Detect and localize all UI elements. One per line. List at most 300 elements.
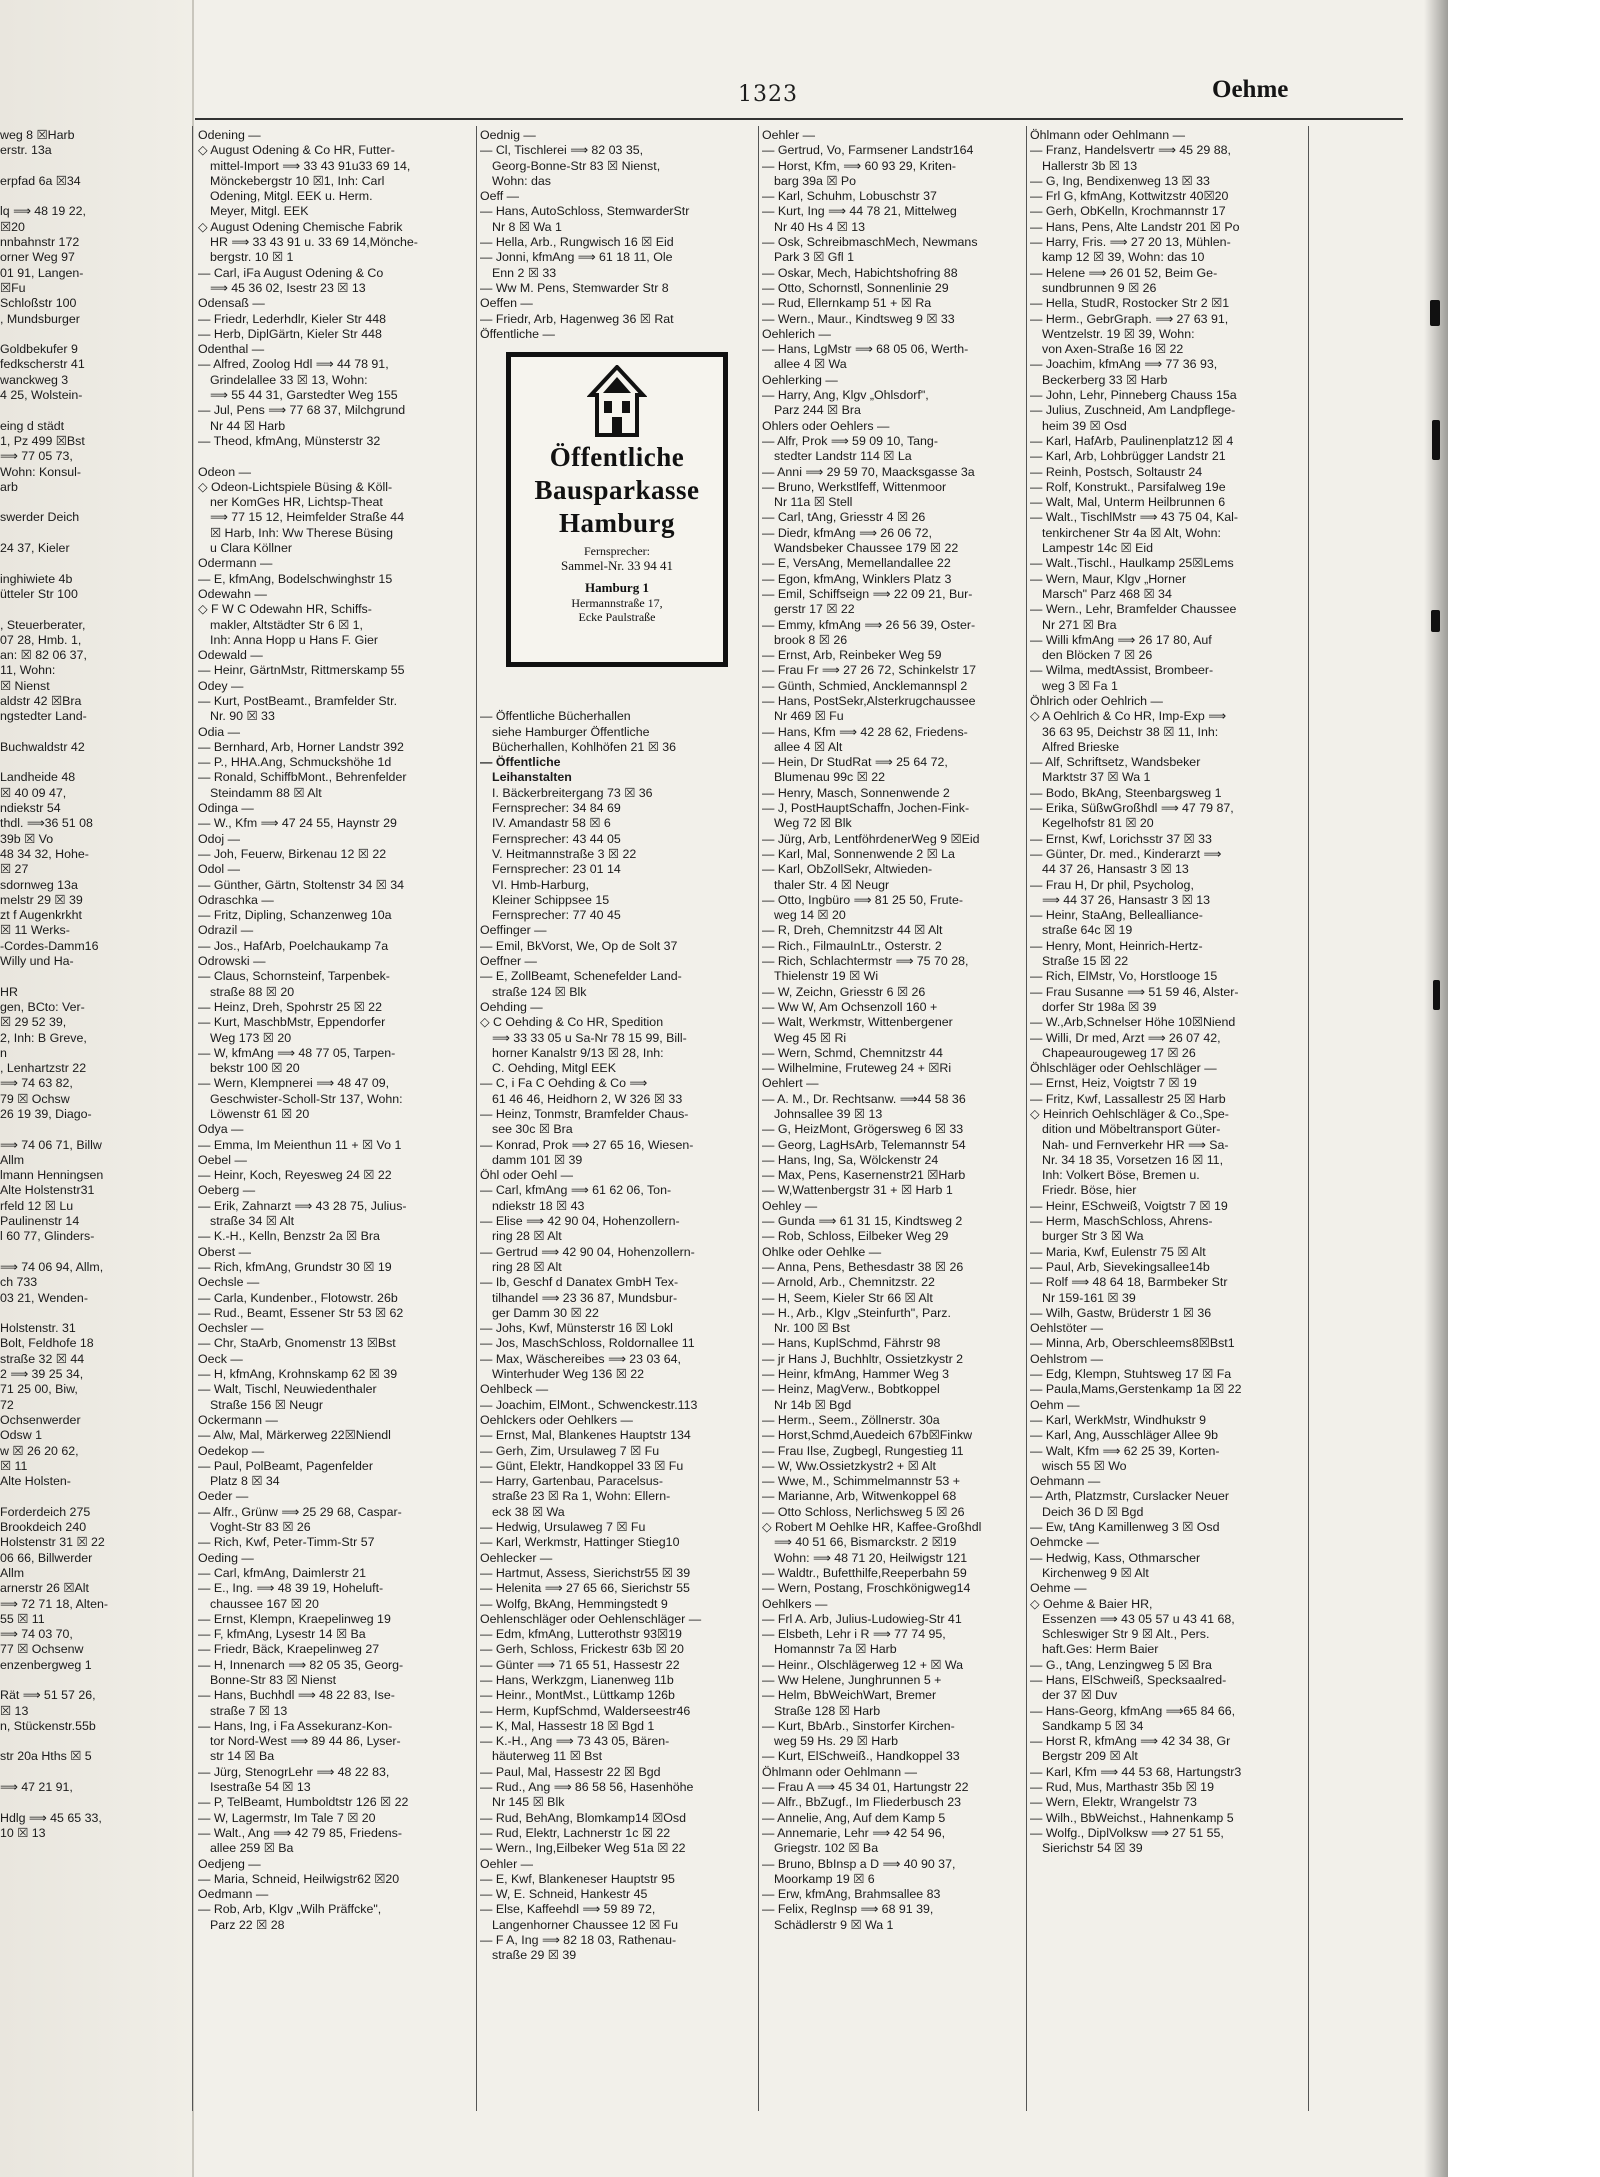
directory-entry-line: Oehlckers oder Oehlkers —	[480, 1412, 633, 1427]
directory-entry-line: Oehlstrom —	[1030, 1351, 1103, 1366]
directory-entry-line: — W, kfmAng ⟹ 48 77 05, Tarpen-	[198, 1045, 396, 1060]
directory-entry-line: Nr 11a ☒ Stell	[774, 495, 853, 510]
directory-entry-line: — Kurt, PostBeamt., Bramfelder Str.	[198, 693, 398, 708]
directory-entry-line	[0, 327, 186, 342]
directory-entry-line: ndiekstr 54	[0, 801, 61, 816]
directory-entry-line: ⟹ 47 21 91,	[0, 1780, 73, 1795]
scan-artifact	[1430, 300, 1440, 326]
directory-entry-line: — Willi kfmAng ⟹ 26 17 80, Auf	[1030, 632, 1212, 647]
directory-entry-line: — Helenita ⟹ 27 65 66, Sierichstr 55	[480, 1581, 690, 1596]
directory-entry-line	[0, 526, 186, 541]
directory-entry-line: Bonne-Str 83 ☒ Nienst	[210, 1672, 337, 1687]
directory-entry-line: straße 7 ☒ 13	[210, 1703, 288, 1718]
directory-entry-line: erpfad 6a ☒34	[0, 173, 81, 188]
page-edge-shadow	[1424, 0, 1448, 2177]
directory-entry-line: Wohn: das	[492, 173, 552, 188]
directory-entry-line: ☒20	[0, 219, 25, 234]
directory-entry-line: — Edg, Klempn, Stuhtsweg 17 ☒ Fa	[1030, 1367, 1232, 1382]
directory-entry-line: Forderdeich 275	[0, 1504, 91, 1519]
directory-entry-line: V. Heitmannstraße 3 ☒ 22	[492, 846, 637, 861]
directory-entry-line: — Frau Ilse, Zugbegl, Rungestieg 11	[762, 1443, 964, 1458]
directory-entry-line: — Fritz, Kwf, Lassallestr 25 ☒ Harb	[1030, 1091, 1226, 1106]
directory-entry-line: — Hella, Arb., Rungwisch 16 ☒ Eid	[480, 235, 674, 250]
directory-entry-line: swerder Deich	[0, 510, 80, 525]
directory-entry-line: — W, Lagermstr, Im Tale 7 ☒ 20	[198, 1810, 376, 1825]
directory-entry-line: Löwenstr 61 ☒ 20	[210, 1107, 310, 1121]
directory-entry-line: ☒ 13	[0, 1703, 29, 1718]
directory-entry-line: Oberst —	[198, 1244, 252, 1259]
directory-entry-line: Essenzen ⟹ 43 05 57 u 43 41 68,	[1042, 1611, 1235, 1626]
column-divider	[1026, 126, 1027, 2111]
directory-entry-line: — G, Ing, Bendixenweg 13 ☒ 33	[1030, 173, 1210, 188]
directory-entry-line: Sierichstr 54 ☒ 39	[1042, 1841, 1143, 1856]
directory-entry-line: — H., Arb., Klgv „Steinfurth", Parz.	[762, 1305, 951, 1320]
directory-entry-line: Oeffner —	[480, 954, 537, 969]
directory-entry-line: — Hans, ElSchweiß, Specksaalred-	[1030, 1672, 1227, 1687]
directory-entry-line: — Otto, Ingbüro ⟹ 81 25 50, Frute-	[762, 892, 963, 907]
directory-entry-line: — Horst R, kfmAng ⟹ 42 34 38, Gr	[1030, 1734, 1231, 1749]
directory-entry-line: Geschwister-Scholl-Str 137, Wohn:	[210, 1091, 403, 1106]
directory-entry-line: — Bodo, BkAng, Steenbargsweg 1	[1030, 785, 1222, 800]
directory-entry-line: — Hans, Pens, Alte Landstr 201 ☒ Po	[1030, 219, 1240, 234]
directory-entry-line: arnerstr 26 ☒Alt	[0, 1581, 89, 1596]
directory-entry-line: Chapeaurougeweg 17 ☒ 26	[1042, 1045, 1196, 1060]
directory-entry-line: — Günt, Elektr, Handkoppel 33 ☒ Fu	[480, 1458, 684, 1473]
directory-entry-line: Schleswiger Str 9 ☒ Alt., Pers.	[1042, 1627, 1210, 1642]
directory-entry-line	[0, 1795, 186, 1810]
directory-entry-line: — Walt, Kfm ⟹ 62 25 39, Korten-	[1030, 1443, 1220, 1458]
directory-entry-line: 4 25, Wolstein-	[0, 388, 83, 403]
directory-entry-line: Oechsler —	[198, 1321, 264, 1336]
directory-entry-line: Alte Holstenstr31	[0, 1183, 95, 1198]
directory-entry-line: — Henry, Masch, Sonnenwende 2	[762, 785, 950, 800]
directory-entry-line: — Otto, Schornstl, Sonnenlinie 29	[762, 280, 949, 295]
directory-entry-line: — Wwe, M., Schimmelmannstr 53 +	[762, 1474, 960, 1489]
directory-entry-line: — Waldtr., Bufetthilfe,Reeperbahn 59	[762, 1565, 967, 1580]
directory-entry-line: — Ernst, Kwf, Lorichsstr 37 ☒ 33	[1030, 831, 1212, 846]
directory-entry-line: — Wilma, medtAssist, Brombeer-	[1030, 663, 1214, 678]
directory-entry-line: — Ernst, Arb, Reinbeker Weg 59	[762, 648, 942, 663]
directory-entry-line: Fernsprecher: 43 44 05	[492, 831, 621, 846]
directory-entry-line: — P, TelBeamt, Humboldtstr 126 ☒ 22	[198, 1795, 409, 1810]
directory-entry-line: Meyer, Mitgl. EEK	[210, 204, 309, 219]
directory-entry-line: ngstedter Land-	[0, 709, 87, 724]
directory-entry-line: — Gertrud, Vo, Farmsener Landstr164	[762, 143, 974, 158]
directory-entry-line: — Karl, WerkMstr, Windhukstr 9	[1030, 1412, 1207, 1427]
directory-entry-line: see 30c ☒ Bra	[492, 1122, 573, 1137]
directory-entry-line: — H, Innenarch ⟹ 82 05 35, Georg-	[198, 1657, 404, 1672]
directory-entry-line: — Öffentliche	[480, 755, 561, 770]
directory-entry-line: straße 88 ☒ 20	[210, 984, 295, 999]
directory-entry-line: — Heinr., MontMst., Lüttkamp 126b	[480, 1688, 675, 1703]
directory-entry-line: — Diedr, kfmAng ⟹ 26 06 72,	[762, 525, 932, 540]
directory-entry-line: Öffentliche —	[480, 326, 555, 341]
directory-entry-line: — Wern, Postang, Froschkönigweg14	[762, 1581, 971, 1596]
directory-entry-line: der 37 ☒ Duv	[1042, 1688, 1118, 1703]
directory-entry-line: 01 91, Langen-	[0, 265, 84, 280]
directory-entry-line: Brookdeich 240	[0, 1520, 87, 1535]
directory-entry-line: Odol —	[198, 862, 241, 877]
directory-entry-line: — Johs, Kwf, Münsterstr 16 ☒ Lokl	[480, 1321, 673, 1336]
directory-entry-line: — Rich, kfmAng, Grundstr 30 ☒ 19	[198, 1259, 392, 1274]
directory-entry-line: ◇ C Oehding & Co HR, Spedition	[480, 1015, 664, 1030]
directory-entry-line: sdornweg 13a	[0, 877, 78, 892]
directory-entry-line: — Frau H, Dr phil, Psycholog,	[1030, 877, 1194, 892]
directory-entry-line: — Karl, HafArb, Paulinenplatz12 ☒ 4	[1030, 433, 1234, 448]
directory-entry-line: Willy und Ha-	[0, 954, 74, 969]
directory-entry-line: — Alf, Schriftsetz, Wandsbeker	[1030, 755, 1201, 770]
directory-entry-line: — Hans, Kfm ⟹ 42 28 62, Friedens-	[762, 724, 968, 739]
directory-entry-line: straße 32 ☒ 44	[0, 1351, 85, 1366]
directory-entry-line: Oedjeng —	[198, 1856, 261, 1871]
directory-entry-line: — Max, Wäschereibes ⟹ 23 03 64,	[480, 1351, 681, 1366]
directory-entry-line: Parz 22 ☒ 28	[210, 1917, 285, 1932]
directory-entry-line: — Wern, Elektr, Wrangelstr 73	[1030, 1795, 1197, 1810]
directory-entry-line: — Ernst, Heiz, Voigtstr 7 ☒ 19	[1030, 1076, 1197, 1091]
directory-entry-line: ◇ Heinrich Oehlschläger & Co.,Spe-	[1030, 1107, 1229, 1121]
directory-entry-line: Oehlecker —	[480, 1550, 553, 1565]
directory-entry-line: tenkirchener Str 4a ☒ Alt, Wohn:	[1042, 525, 1221, 540]
directory-entry-line: — Rich., FilmauInLtr., Osterstr. 2	[762, 938, 942, 953]
directory-entry-line: sundbrunnen 9 ☒ 26	[1042, 280, 1157, 295]
directory-entry-line: — Heinr, Koch, Reyesweg 24 ☒ 22	[198, 1168, 392, 1183]
directory-entry-line: Odsw 1	[0, 1428, 43, 1443]
directory-entry-line: -Cordes-Damm16	[0, 938, 99, 953]
directory-entry-line: weg 14 ☒ 20	[774, 908, 846, 923]
directory-entry-line: — Wilhelmine, Fruteweg 24 + ☒Ri	[762, 1061, 952, 1076]
directory-entry-line: 72	[0, 1397, 14, 1412]
column-divider	[1308, 126, 1309, 2111]
directory-entry-line: Odoj —	[198, 831, 241, 846]
directory-entry-line: Oehmcke —	[1030, 1535, 1099, 1550]
directory-entry-line: — Bruno, BbInsp a D ⟹ 40 90 37,	[762, 1856, 956, 1871]
directory-entry-line: Odey —	[198, 678, 244, 693]
directory-entry-line: ring 28 ☒ Alt	[492, 1229, 562, 1244]
directory-entry-line: Oechsle —	[198, 1275, 260, 1290]
directory-entry-line: Wentzelstr. 19 ☒ 39, Wohn:	[1042, 326, 1195, 341]
directory-entry-line: — Julius, Zuschneid, Am Landpflege-	[1030, 403, 1236, 418]
directory-entry-line: — Walt, Werkmstr, Wittenbergener	[762, 1015, 953, 1030]
directory-entry-line: barg 39a ☒ Po	[774, 173, 857, 188]
directory-entry-line: Kegelhofstr 81 ☒ 20	[1042, 816, 1154, 831]
directory-entry-line: fedkscherstr 41	[0, 357, 85, 372]
directory-entry-line: — Heinr, kfmAng, Hammer Weg 3	[762, 1367, 950, 1382]
directory-entry-line: Schädlerstr 9 ☒ Wa 1	[774, 1917, 894, 1932]
directory-entry-line: — Rud, Ellernkamp 51 + ☒ Ra	[762, 296, 932, 311]
directory-entry-line: mittel-Import ⟹ 33 43 91u33 69 14,	[210, 158, 411, 173]
directory-entry-line: — Frau Fr ⟹ 27 26 72, Schinkelstr 17	[762, 663, 977, 678]
directory-entry-line: — Harry, Fris. ⟹ 27 20 13, Mühlen-	[1030, 235, 1231, 250]
directory-entry-line: Weg 173 ☒ 20	[210, 1030, 292, 1045]
directory-entry-line: Odrazil —	[198, 923, 254, 938]
directory-entry-line: — W, Zeichn, Griesstr 6 ☒ 26	[762, 984, 926, 999]
directory-entry-line: C. Oehding, Mitgl EEK	[492, 1061, 616, 1076]
directory-entry-line: straße 124 ☒ Blk	[492, 984, 587, 999]
directory-entry-line: Holstenstr 31 ☒ 22	[0, 1535, 105, 1550]
directory-entry-line: Homannstr 7a ☒ Harb	[774, 1642, 897, 1657]
directory-entry-line: — Rud, Mus, Marthastr 35b ☒ 19	[1030, 1780, 1214, 1795]
directory-entry-line: — Hans, Ing, Sa, Wölckenstr 24	[762, 1152, 939, 1167]
directory-entry-line: — Wern, Schmd, Chemnitzstr 44	[762, 1045, 943, 1060]
directory-entry-line	[0, 755, 186, 770]
directory-entry-line: erstr. 13a	[0, 143, 52, 158]
directory-entry-line: burger Str 3 ☒ Wa	[1042, 1229, 1144, 1244]
directory-entry-line: — Kurt, BbArb., Sinstorfer Kirchen-	[762, 1718, 955, 1733]
directory-entry-line: an: ☒ 82 06 37,	[0, 648, 87, 663]
directory-entry-line: tilhandel ⟹ 23 36 87, Mundsbur-	[492, 1290, 678, 1305]
directory-entry-line: Straße 128 ☒ Harb	[774, 1703, 881, 1718]
directory-entry-line: Alfred Brieske	[1042, 739, 1120, 754]
directory-entry-line: n	[0, 1045, 7, 1060]
directory-entry-line: ☒ 40 09 47,	[0, 785, 67, 800]
directory-entry-line: Landheide 48	[0, 770, 76, 785]
directory-entry-line: — Gerh, Schloss, Frickestr 63b ☒ 20	[480, 1642, 684, 1657]
directory-entry-line: Marktstr 37 ☒ Wa 1	[1042, 770, 1151, 785]
directory-entry-line: — W., Kfm ⟹ 47 24 55, Haynstr 29	[198, 816, 397, 831]
directory-entry-line: — Hedwig, Kass, Othmarscher	[1030, 1550, 1201, 1565]
directory-entry-line: Nr 8 ☒ Wa 1	[492, 219, 562, 234]
directory-entry-line: — Wern, Maur, Klgv „Horner	[1030, 571, 1187, 586]
directory-entry-line: ◇ Oehme & Baier HR,	[1030, 1596, 1153, 1611]
directory-entry-line: ⟹ 33 33 05 u Sa-Nr 78 15 99, Bill-	[492, 1030, 687, 1045]
directory-entry-line: Odewahn —	[198, 586, 267, 601]
directory-entry-line: — Georg, LagHsArb, Telemannstr 54	[762, 1137, 966, 1152]
directory-entry-line: VI. Hmb-Harburg,	[492, 877, 590, 892]
directory-entry-line	[0, 1673, 186, 1688]
directory-entry-line: — Max, Pens, Kasernenstr21 ☒Harb	[762, 1168, 966, 1183]
directory-entry-line: l 60 77, Glinders-	[0, 1229, 95, 1244]
directory-entry-line: — Frau A ⟹ 45 34 01, Hartungstr 22	[762, 1780, 969, 1795]
directory-entry-line: — A. M., Dr. Rechtsanw. ⟹44 58 36	[762, 1091, 966, 1106]
directory-entry-line: 44 37 26, Hansastr 3 ☒ 13	[1042, 862, 1189, 877]
directory-entry-line: Rät ⟹ 51 57 26,	[0, 1688, 96, 1703]
directory-entry-line: ☒Fu	[0, 280, 26, 295]
directory-entry-line: — E, VersAng, Memellandallee 22	[762, 556, 951, 571]
directory-entry-line: — Konrad, Prok ⟹ 27 65 16, Wiesen-	[480, 1137, 694, 1152]
directory-entry-line: 06 66, Billwerder	[0, 1550, 93, 1565]
directory-entry-line: — Paul, Arb, Sievekingsallee14b	[1030, 1259, 1210, 1274]
directory-entry-line: straße 34 ☒ Alt	[210, 1214, 295, 1229]
directory-entry-line: 61 46 46, Heidhorn 2, W 326 ☒ 33	[492, 1091, 683, 1106]
directory-entry-line: brook 8 ☒ 26	[774, 632, 848, 647]
directory-column-1	[198, 128, 474, 2108]
directory-entry-line: bekstr 100 ☒ 20	[210, 1061, 300, 1076]
ad-title-line-2: Bausparkasse	[534, 475, 700, 505]
directory-entry-line: — Erika, SüßwGroßhdl ⟹ 47 79 87,	[1030, 801, 1234, 816]
directory-entry-line: Oehme —	[1030, 1581, 1087, 1596]
directory-entry-line: gen, BCto: Ver-	[0, 999, 85, 1014]
directory-entry-line	[0, 159, 186, 174]
directory-entry-line: Allm	[0, 1565, 25, 1580]
directory-entry-line: — Erw, kfmAng, Brahmsallee 83	[762, 1887, 941, 1902]
directory-entry-line: — Friedr, Lederhdlr, Kieler Str 448	[198, 311, 387, 326]
directory-entry-line: — Öffentliche Bücherhallen	[480, 709, 631, 724]
directory-entry-line: Odia —	[198, 724, 241, 739]
directory-entry-line: Oednig —	[480, 128, 536, 142]
directory-entry-line: — jr Hans J, Buchhltr, Ossietzkystr 2	[762, 1351, 964, 1366]
directory-entry-line: Odening, Mitgl. EEK u. Herm.	[210, 189, 373, 204]
directory-entry-line: — Walt, Mal, Unterm Heilbrunnen 6	[1030, 495, 1226, 510]
directory-entry-line: damm 101 ☒ 39	[492, 1152, 583, 1167]
directory-entry-line: — Karl, Werkmstr, Hattinger Stieg10	[480, 1535, 680, 1550]
directory-entry-line: allee 4 ☒ Wa	[774, 357, 847, 372]
directory-entry-line: — Heinz, Tonmstr, Bramfelder Chaus-	[480, 1107, 689, 1121]
directory-entry-line: nnbahnstr 172	[0, 235, 80, 250]
directory-entry-line: 2, Inh: B Greve,	[0, 1030, 87, 1045]
directory-entry-line: — Ew, tAng Kamillenweg 3 ☒ Osd	[1030, 1520, 1220, 1535]
directory-entry-line: — Hans-Georg, kfmAng ⟹65 84 66,	[1030, 1703, 1236, 1718]
directory-entry-line: weg 59 Hs. 29 ☒ Harb	[774, 1734, 899, 1749]
directory-entry-line: Odraschka —	[198, 892, 274, 907]
directory-entry-line: — Joachim, ElMont., Schwenckestr.113	[480, 1397, 698, 1412]
scan-artifact	[1433, 980, 1440, 1010]
directory-entry-line: weg 8 ☒Harb	[0, 128, 75, 142]
house-logo-icon	[587, 365, 647, 439]
directory-entry-line: Weg 45 ☒ Ri	[774, 1030, 847, 1045]
directory-entry-line: — Chr, StaArb, Gnomenstr 13 ☒Bst	[198, 1336, 396, 1351]
directory-entry-line: ☒ Harb, Inh: Ww Therese Büsing	[210, 525, 394, 540]
directory-entry-line: — Wilh., BbWeichst., Hahnenkamp 5	[1030, 1810, 1234, 1825]
directory-entry-line: — Fritz, Dipling, Schanzenweg 10a	[198, 908, 392, 923]
directory-entry-line: — Alfr., BbZugf., Im Fliederbusch 23	[762, 1795, 962, 1810]
directory-entry-line: ch 733	[0, 1275, 38, 1290]
directory-entry-line: Hallerstr 3b ☒ 13	[1042, 158, 1138, 173]
directory-entry-line: ⟹ 72 71 18, Alten-	[0, 1596, 109, 1611]
directory-entry-line: — Kurt, MaschbMstr, Eppendorfer	[198, 1015, 386, 1030]
directory-entry-line: — Wern., Maur., Kindtsweg 9 ☒ 33	[762, 311, 955, 326]
directory-column-3	[762, 128, 1024, 2108]
directory-entry-line: — Ib, Geschf d Danatex GmbH Tex-	[480, 1275, 679, 1290]
directory-entry-line: — Joachim, kfmAng ⟹ 77 36 93,	[1030, 357, 1218, 372]
directory-entry-line: Oeding —	[198, 1550, 254, 1565]
directory-entry-line: Oehler —	[480, 1856, 534, 1871]
directory-entry-line: — Karl, Mal, Sonnenwende 2 ☒ La	[762, 846, 955, 861]
directory-entry-line: — Hartmut, Assess, Sierichstr55 ☒ 39	[480, 1565, 691, 1580]
directory-entry-line: — Rich, Schlachtermstr ⟹ 75 70 28,	[762, 954, 969, 969]
directory-entry-line: — Hans, Buchhdl ⟹ 48 22 83, Ise-	[198, 1688, 395, 1703]
directory-entry-line: Thielenstr 19 ☒ Wi	[774, 969, 879, 984]
directory-entry-line: — Emma, Im Meienthun 11 + ☒ Vo 1	[198, 1137, 402, 1152]
directory-entry-line: tor Nord-West ⟹ 89 44 86, Lyser-	[210, 1734, 401, 1749]
directory-entry-line: — Alfred, Zoolog Hdl ⟹ 44 78 91,	[198, 357, 389, 372]
directory-entry-line: Oedmann —	[198, 1887, 269, 1902]
directory-entry-line: ⟹ 74 06 71, Billw	[0, 1137, 102, 1152]
directory-entry-line: ☒ 29 52 39,	[0, 1015, 67, 1030]
directory-entry-line: — Herm, KupfSchmd, Walderseestr46	[480, 1703, 691, 1718]
directory-entry-line: — Otto Schloss, Nerlichsweg 5 ☒ 26	[762, 1504, 965, 1519]
directory-entry-line: — Cl, Tischlerei ⟹ 82 03 35,	[480, 143, 644, 158]
directory-entry-line: ⟹ 45 36 02, Isestr 23 ☒ 13	[210, 280, 366, 295]
directory-entry-line: — Jos., HafArb, Poelchaukamp 7a	[198, 938, 389, 953]
directory-entry-line: ◇ A Oehlrich & Co HR, Imp-Exp ⟹	[1030, 709, 1226, 724]
directory-entry-line: — Alw, Mal, Märkerweg 22☒Niendl	[198, 1428, 391, 1443]
directory-entry-line	[480, 694, 756, 709]
ad-phone-number: Sammel-Nr. 33 94 41	[561, 558, 673, 573]
directory-entry-line: — E, kfmAng, Bodelschwinghstr 15	[198, 571, 393, 586]
directory-entry-line: — Rud., Ang ⟹ 86 58 56, Hasenhöhe	[480, 1780, 694, 1795]
directory-entry-line: — Günther, Gärtn, Stoltenstr 34 ☒ 34	[198, 877, 405, 892]
directory-entry-line: — Gerh, Zim, Ursulaweg 7 ☒ Fu	[480, 1443, 660, 1458]
directory-entry-line: Fernsprecher: 34 84 69	[492, 801, 621, 816]
directory-entry-line: — Minna, Arb, Oberschleems8☒Bst1	[1030, 1336, 1235, 1351]
directory-entry-line: — Jürg, StenogrLehr ⟹ 48 22 83,	[198, 1764, 390, 1779]
directory-entry-line: Georg-Bonne-Str 83 ☒ Nienst,	[492, 158, 661, 173]
directory-entry-line: — Arnold, Arb., Chemnitzstr. 22	[762, 1275, 935, 1290]
directory-entry-line: — Kurt, Ing ⟹ 44 78 21, Mittelweg	[762, 204, 957, 219]
ad-title-line-1: Öffentliche	[549, 442, 685, 472]
directory-entry-line: heim 39 ☒ Osd	[1042, 418, 1127, 433]
directory-entry-line: — Heinr, GärtnMstr, Rittmerskamp 55	[198, 663, 405, 678]
directory-entry-line: Wohn: Konsul-	[0, 464, 82, 479]
directory-entry-line: Nr. 100 ☒ Bst	[774, 1321, 850, 1336]
directory-entry-line: Oehlerking —	[762, 372, 838, 387]
directory-entry-line: — Arth, Platzmstr, Curslacker Neuer	[1030, 1489, 1229, 1504]
directory-entry-line: Enn 2 ☒ 33	[492, 265, 557, 280]
directory-entry-line: , Steuerberater,	[0, 617, 86, 632]
column-divider	[192, 126, 193, 2111]
directory-entry-line: ◇ August Odening & Co HR, Futter-	[198, 143, 395, 158]
directory-entry-line: — Alfr., Grünw ⟹ 25 29 68, Caspar-	[198, 1504, 402, 1519]
directory-entry-line: — Ww Helene, Junghrunnen 5 +	[762, 1672, 942, 1687]
directory-entry-line: — Ernst, Klempn, Kraepelinweg 19	[198, 1611, 391, 1626]
directory-entry-line: rfeld 12 ☒ Lu	[0, 1198, 74, 1213]
directory-entry-line: haft.Ges: Herm Baier	[1042, 1642, 1159, 1657]
directory-entry-line: ⟹ 44 37 26, Hansastr 3 ☒ 13	[1042, 892, 1211, 907]
directory-entry-line: Alte Holsten-	[0, 1474, 71, 1489]
directory-entry-line: — Willi, Dr med, Arzt ⟹ 26 07 42,	[1030, 1030, 1221, 1045]
directory-entry-line: — Walt., TischlMstr ⟹ 43 75 04, Kal-	[1030, 510, 1239, 525]
directory-entry-line: — Oskar, Mech, Habichtshofring 88	[762, 265, 958, 280]
directory-entry-line: — Herm., Seem., Zöllnerstr. 30a	[762, 1412, 940, 1427]
directory-entry-line: — Heinz, Dreh, Spohrstr 25 ☒ 22	[198, 999, 382, 1014]
directory-entry-line: inghiwiete 4b	[0, 571, 73, 586]
directory-entry-line: Odewald —	[198, 648, 263, 663]
directory-entry-line: enzenbergweg 1	[0, 1657, 92, 1672]
directory-entry-line: orner Weg 97	[0, 250, 75, 265]
directory-entry-line: — Rud, Elektr, Lachnerstr 1c ☒ 22	[480, 1825, 671, 1840]
directory-entry-line: Nr 469 ☒ Fu	[774, 709, 844, 724]
directory-entry-line: — Wern., Lehr, Bramfelder Chaussee	[1030, 602, 1237, 617]
directory-entry-line: — G, HeizMont, Grögersweg 6 ☒ 33	[762, 1122, 964, 1137]
directory-entry-line: Langenhorner Chaussee 12 ☒ Fu	[492, 1917, 679, 1932]
directory-entry-line: 07 28, Hmb. 1,	[0, 632, 82, 647]
directory-entry-line: Allm	[0, 1152, 25, 1167]
directory-entry-line: Oebel —	[198, 1152, 247, 1167]
directory-entry-line: ☒ Nienst	[0, 678, 50, 693]
directory-entry-line: allee 259 ☒ Ba	[210, 1841, 294, 1856]
directory-entry-line: — Wolfg, BkAng, Hemmingstedt 9	[480, 1596, 668, 1611]
directory-entry-line	[0, 969, 186, 984]
directory-entry-line: Weg 72 ☒ Blk	[774, 816, 852, 831]
directory-entry-line: — Karl, Kfm ⟹ 44 53 68, Hartungstr3	[1030, 1764, 1242, 1779]
directory-entry-line: — Paul, Mal, Hassestr 22 ☒ Bgd	[480, 1764, 661, 1779]
directory-entry-line: Griegstr. 102 ☒ Ba	[774, 1841, 879, 1856]
directory-entry-line: — E., Ing. ⟹ 48 39 19, Hoheluft-	[198, 1581, 384, 1596]
directory-entry-line: — Jos, MaschSchloss, Roldornallee 11	[480, 1336, 695, 1351]
directory-entry-line: Parz 244 ☒ Bra	[774, 403, 861, 418]
directory-entry-line: — Gunda ⟹ 61 31 15, Kindtsweg 2	[762, 1214, 963, 1229]
directory-entry-line: — Walt.,Tischl., Haulkamp 25☒Lems	[1030, 556, 1234, 571]
directory-entry-line: ring 28 ☒ Alt	[492, 1259, 562, 1274]
directory-entry-line: , Mundsburger	[0, 311, 80, 326]
header-rule	[195, 118, 1403, 120]
directory-entry-line: Oehlenschläger oder Oehlenschläger —	[480, 1611, 702, 1626]
directory-entry-line: Holstenstr. 31	[0, 1321, 76, 1336]
directory-entry-line: Oehmann —	[1030, 1474, 1101, 1489]
directory-entry-line: — Paul, PolBeamt, Pagenfelder	[198, 1458, 373, 1473]
directory-entry-line: ☒ 11	[0, 1458, 28, 1473]
directory-entry-line: ner KomGes HR, Lichtsp-Theat	[210, 495, 383, 510]
